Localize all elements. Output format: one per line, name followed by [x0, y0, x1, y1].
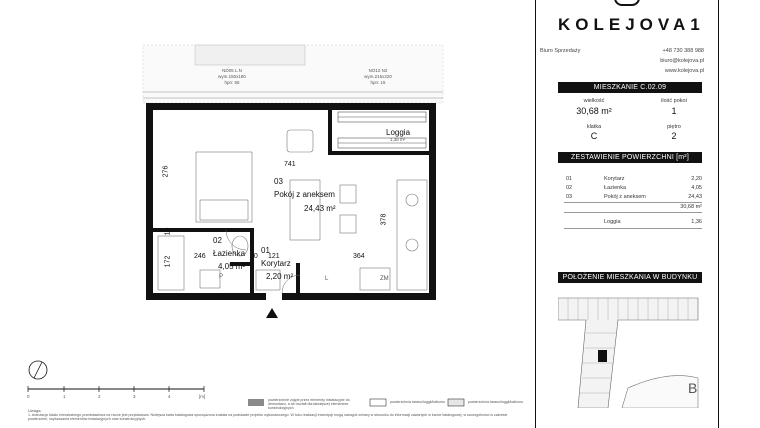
rooms-value: 1	[671, 106, 677, 116]
summary-total: 30,68 m²	[680, 204, 702, 210]
scale-bar	[28, 386, 204, 392]
summary-num: 01	[566, 176, 573, 182]
mark-zm: ZM	[380, 276, 389, 282]
location-title: POŁOŻENIE MIESZKANIA W BUDYNKU	[558, 272, 702, 283]
window-size: wym.150x180	[218, 74, 246, 79]
window-size: wym.215x220	[364, 74, 392, 79]
room01-name: Korytarz	[261, 259, 291, 268]
loggia-area: 1,36 m²	[390, 137, 406, 142]
dim-246: 246	[194, 253, 206, 260]
window-code: NO12 N2	[368, 68, 388, 73]
room01-number: 01	[261, 246, 270, 255]
legend-text-installations: powierzchnie zajęte przez elementy instalacyjne do demontażu, a ich kształt dla łatwiejszej elementów konstrukcyjnych	[268, 398, 350, 410]
loggia-windows	[338, 112, 426, 148]
window-hpn: hpn: 15	[370, 80, 386, 85]
area-label: wielkość	[583, 98, 605, 104]
summary-name: Łazienka	[604, 185, 627, 191]
legend-text-balcony: powierzchnia tarasu/loggii/balkonu	[468, 400, 523, 404]
room03-number: 03	[274, 177, 283, 186]
loggia-name: Loggia	[386, 128, 411, 137]
scale-tick-2: 2	[98, 394, 101, 399]
room02-name: Łazienka	[213, 249, 246, 258]
summary-divider	[564, 228, 702, 229]
summary-area: 2,20	[691, 176, 702, 182]
apartment-title: MIESZKANIE C.02.09	[558, 82, 702, 93]
stair-label: klatka	[586, 124, 602, 130]
legend-text-loggia: powierzchnia tarasu/loggii/balkonu	[390, 400, 445, 404]
scale-unit: [m]	[199, 394, 206, 399]
dim-364: 364	[353, 253, 365, 260]
legend-swatch-loggia	[370, 399, 386, 406]
summary-divider	[564, 212, 702, 213]
dim-378: 378	[380, 213, 388, 226]
website: www.kolejova.pl	[664, 68, 704, 74]
room03-name: Pokój z aneksem	[274, 190, 335, 199]
entrance-arrow-icon	[266, 308, 278, 318]
floor-value: 2	[671, 131, 677, 141]
room03-area: 24,43 m²	[304, 204, 336, 213]
summary-area: 24,43	[688, 194, 702, 200]
scale-tick-0: 0	[27, 394, 30, 399]
footer-title: Uwaga:	[28, 408, 42, 413]
legend-swatch-balcony	[448, 399, 464, 406]
summary-name: Pokój z aneksem	[604, 194, 646, 200]
legend-swatch-installations	[248, 399, 264, 406]
building-letter: B	[688, 380, 698, 396]
mark-p: P	[219, 274, 224, 280]
window-hpn: hpn: 55	[224, 80, 240, 85]
info-panel	[535, 0, 719, 428]
summary-name: Korytarz	[604, 176, 625, 182]
summary-num: 03	[566, 194, 573, 200]
summary-loggia-name: Loggia	[604, 219, 621, 225]
dim-741: 741	[284, 161, 296, 168]
summary-divider	[564, 202, 702, 203]
compass-icon	[29, 361, 47, 379]
room02-area: 4,05 m²	[218, 262, 246, 271]
room02-number: 02	[213, 236, 222, 245]
phone: +48 730 388 988	[662, 48, 704, 54]
email: biuro@kolejova.pl	[660, 58, 704, 64]
brand-logo: KOLEJOVA1	[558, 15, 705, 34]
footer-text: 1. Aranżacja lokalu mieszkalnego przedstawiona na rzucie jest przykładowa. Niniejsza karta katalogowa sporządzona została na podstawie projektu wykonawczego. W toku realizacji inwestycji mogą nastąpić zmiany w stosunku do informacji zawartych w karcie katalogowej, w szczególności w zakresie powierzchni, usytuowania elementów instalacyjnych oraz konstrukcyjnych.	[28, 413, 508, 422]
scale-tick-4: 4	[168, 394, 171, 399]
office-label: Biuro Sprzedaży	[540, 48, 581, 54]
summary-area: 4,05	[691, 185, 702, 191]
dim-121: 121	[268, 253, 280, 260]
building-location-map	[558, 288, 704, 408]
floor-label: piętro	[667, 124, 681, 130]
mark-l: L	[325, 276, 329, 282]
area-value: 30,68 m²	[576, 106, 612, 116]
dim-10-left: 10	[164, 227, 172, 236]
window-label-1	[192, 68, 272, 86]
window-code: ND05 L.N	[222, 68, 242, 73]
room01-area: 2,20 m²	[266, 272, 294, 281]
summary-loggia-area: 1,36	[691, 219, 702, 225]
dim-276: 276	[162, 165, 170, 178]
dim-10-door: 10	[250, 253, 258, 260]
scale-tick-3: 3	[133, 394, 136, 399]
window-label-2	[338, 68, 418, 86]
stair-value: C	[590, 131, 598, 141]
rooms-label: ilość pokoi	[661, 98, 687, 104]
brand-mark-icon	[614, 0, 640, 6]
dim-172: 172	[164, 255, 172, 268]
scale-tick-1: 1	[63, 394, 66, 399]
apartment-location-marker	[598, 350, 607, 362]
summary-num: 02	[566, 185, 573, 191]
summary-title: ZESTAWIENIE POWIERZCHNI [m²]	[558, 152, 702, 163]
